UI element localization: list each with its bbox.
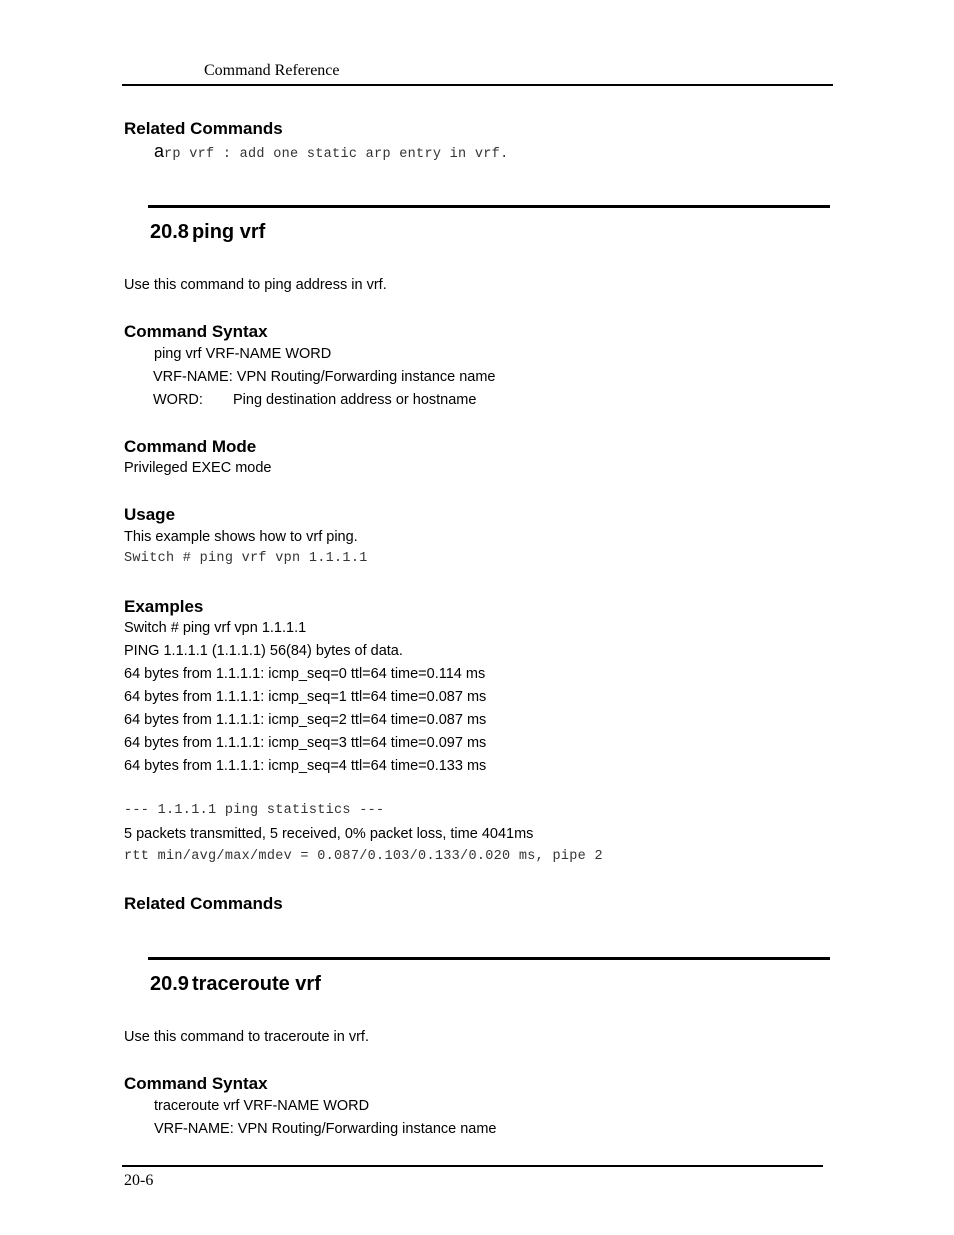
footer-rule [122, 1165, 823, 1167]
command-mode-text: Privileged EXEC mode [124, 460, 272, 476]
page-number: 20-6 [124, 1172, 154, 1189]
example-line: 64 bytes from 1.1.1.1: icmp_seq=3 ttl=64 time=0.097 ms [124, 735, 487, 751]
ping-stats-line: 5 packets transmitted, 5 received, 0% packet loss, time 4041ms [124, 826, 534, 842]
syntax-line: traceroute vrf VRF-NAME WORD [154, 1098, 370, 1114]
section-title-ping-vrf [150, 221, 265, 244]
example-line: 64 bytes from 1.1.1.1: icmp_seq=2 ttl=64 time=0.087 ms [124, 712, 487, 728]
usage-text: This example shows how to vrf ping. [124, 529, 358, 545]
ping-vrf-description: Use this command to ping address in vrf. [124, 277, 387, 293]
usage-heading: Usage [124, 505, 176, 524]
related-commands-heading: Related Commands [124, 894, 283, 913]
section-number: 20.9 [150, 973, 189, 995]
header-rule [122, 84, 833, 86]
syntax-param-word [153, 392, 476, 408]
command-syntax-heading: Command Syntax [124, 1074, 268, 1093]
ping-rtt-line: rtt min/avg/max/mdev = 0.087/0.103/0.133/0.020 ms, pipe 2 [124, 849, 603, 864]
usage-code: Switch # ping vrf vpn 1.1.1.1 [124, 551, 368, 566]
section-rule-20-8 [148, 205, 830, 208]
related-command-text: rp vrf : add one static arp entry in vrf. [164, 147, 509, 162]
example-line: 64 bytes from 1.1.1.1: icmp_seq=0 ttl=64 time=0.114 ms [124, 666, 486, 682]
related-command-first-char: a [154, 141, 165, 161]
examples-heading: Examples [124, 597, 204, 616]
syntax-line: ping vrf VRF-NAME WORD [154, 346, 332, 362]
related-commands-heading: Related Commands [124, 119, 283, 138]
command-mode-heading: Command Mode [124, 437, 257, 456]
param-name: WORD: [153, 392, 203, 408]
ping-stats-header: --- 1.1.1.1 ping statistics --- [124, 803, 385, 818]
running-header: Command Reference [204, 62, 340, 79]
example-line: Switch # ping vrf vpn 1.1.1.1 [124, 620, 307, 636]
example-line: 64 bytes from 1.1.1.1: icmp_seq=4 ttl=64 time=0.133 ms [124, 758, 487, 774]
param-desc: Ping destination address or hostname [233, 392, 477, 408]
section-rule-20-9 [148, 957, 830, 960]
related-command-entry [154, 141, 508, 162]
example-line: 64 bytes from 1.1.1.1: icmp_seq=1 ttl=64 time=0.087 ms [124, 689, 487, 705]
syntax-param-vrf-name: VRF-NAME: VPN Routing/Forwarding instance name [153, 369, 496, 385]
syntax-param-vrf-name: VRF-NAME: VPN Routing/Forwarding instance name [154, 1121, 497, 1137]
command-syntax-heading: Command Syntax [124, 322, 268, 341]
section-number: 20.8 [150, 221, 189, 243]
traceroute-vrf-description: Use this command to traceroute in vrf. [124, 1029, 369, 1045]
section-title-text: traceroute vrf [191, 973, 321, 995]
section-title-text: ping vrf [191, 221, 266, 243]
section-title-traceroute-vrf [150, 973, 321, 996]
example-line: PING 1.1.1.1 (1.1.1.1) 56(84) bytes of data. [124, 643, 403, 659]
